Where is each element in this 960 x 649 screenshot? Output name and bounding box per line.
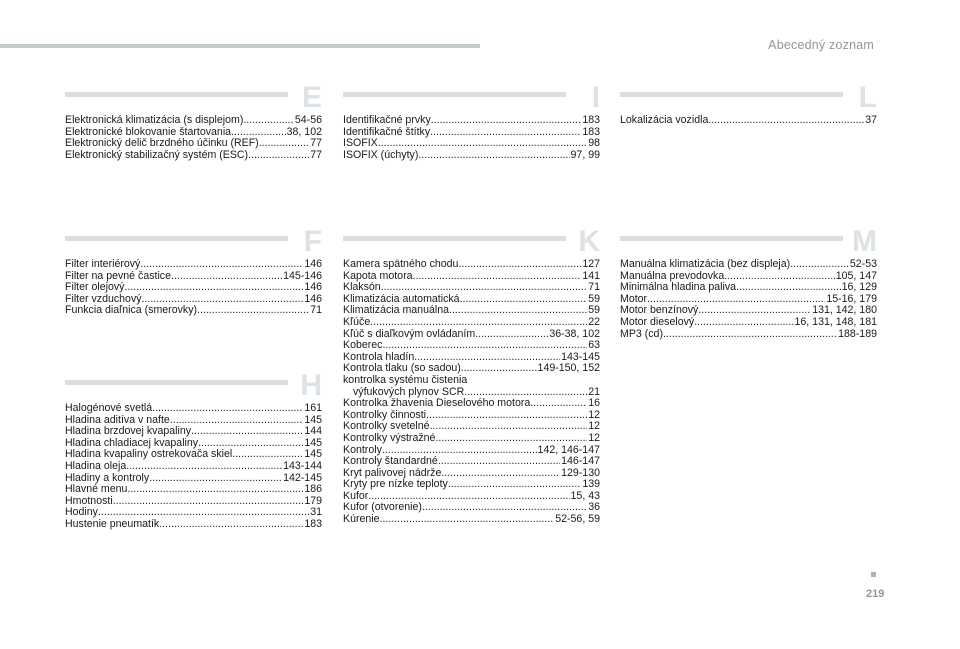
entry-label: Kontrolky výstražné bbox=[343, 431, 436, 444]
index-entry bbox=[343, 433, 600, 445]
entry-pages: 146 bbox=[304, 258, 322, 270]
entry-pages: 36-38, 102 bbox=[549, 327, 600, 340]
index-list bbox=[343, 115, 600, 161]
entry-label: ISOFIX bbox=[343, 137, 378, 150]
entry-pages: 183 bbox=[304, 517, 322, 530]
entry-label: Hmotnosti bbox=[65, 494, 113, 507]
dot-leader bbox=[197, 305, 309, 317]
entry-pages: 52-53 bbox=[849, 258, 877, 270]
dot-leader bbox=[475, 329, 548, 341]
dot-leader bbox=[126, 461, 282, 473]
index-entry bbox=[620, 115, 877, 127]
entry-pages: 183 bbox=[582, 125, 600, 138]
page-header-title: Abecedný zoznam bbox=[768, 38, 874, 52]
section-letter: E bbox=[301, 81, 322, 114]
entry-label: ISOFIX (úchyty) bbox=[343, 148, 419, 161]
section-divider bbox=[343, 236, 566, 241]
entry-label: Hladiny a kontroly bbox=[65, 471, 150, 484]
entry-pages: 127 bbox=[582, 258, 600, 270]
entry-label: Kľúče bbox=[343, 315, 371, 328]
section-header bbox=[65, 81, 322, 115]
index-entry bbox=[65, 259, 322, 271]
index-entry bbox=[343, 115, 600, 127]
entry-label: Elektronická klimatizácia (s displejom) bbox=[65, 114, 244, 126]
entry-pages: 77 bbox=[310, 148, 322, 161]
section-letter: I bbox=[591, 81, 600, 114]
page-number: 219 bbox=[866, 588, 885, 600]
entry-label: Hladina oleja bbox=[65, 459, 127, 472]
entry-pages: 59 bbox=[588, 292, 600, 305]
entry-label: Manuálna prevodovka bbox=[620, 269, 725, 282]
index-entry bbox=[343, 259, 600, 271]
dot-leader bbox=[248, 150, 309, 162]
section-letter: M bbox=[852, 225, 877, 258]
entry-pages: 12 bbox=[588, 431, 600, 444]
entry-pages: 139 bbox=[582, 478, 600, 491]
entry-label: Manuálna klimatizácia (bez displeja) bbox=[620, 258, 791, 270]
dot-leader bbox=[259, 138, 309, 150]
section-letter: L bbox=[858, 81, 877, 114]
section-header bbox=[343, 81, 600, 115]
entry-pages: 36 bbox=[588, 501, 600, 514]
entry-pages: 21 bbox=[588, 385, 600, 398]
entry-pages: 142, 146-147 bbox=[537, 443, 600, 456]
entry-label: Identifikačné prvky bbox=[343, 114, 431, 126]
index-list bbox=[620, 115, 877, 127]
entry-pages: 77 bbox=[310, 137, 322, 150]
entry-label: Kontrola tlaku (so sadou) bbox=[343, 362, 461, 375]
entry-label: Identifikačné štítky bbox=[343, 125, 431, 138]
entry-label: Kufor bbox=[343, 489, 369, 502]
dot-leader bbox=[530, 398, 587, 410]
entry-label: výfukových plynov SCR bbox=[353, 385, 465, 398]
dot-leader bbox=[694, 317, 793, 329]
index-entry bbox=[65, 150, 322, 162]
entry-pages: 52-56, 59 bbox=[555, 513, 600, 526]
entry-pages: 16, 129 bbox=[841, 281, 877, 294]
entry-pages: 16 bbox=[588, 397, 600, 410]
dot-leader bbox=[435, 433, 587, 445]
entry-pages: 54-56 bbox=[294, 114, 322, 126]
index-entry bbox=[343, 479, 600, 491]
dot-leader bbox=[430, 421, 588, 433]
entry-label: Kamera spätného chodu bbox=[343, 258, 459, 270]
entry-label: kontrolka systému čistenia bbox=[343, 373, 468, 386]
index-entry bbox=[620, 317, 877, 329]
dot-leader bbox=[441, 468, 560, 480]
section-letter: K bbox=[578, 225, 600, 258]
entry-pages: 141 bbox=[582, 269, 600, 282]
section-k bbox=[343, 225, 600, 526]
dot-leader bbox=[461, 363, 537, 375]
entry-pages: 131, 142, 180 bbox=[812, 304, 877, 317]
section-divider bbox=[343, 92, 566, 97]
section-divider bbox=[620, 236, 843, 241]
dot-leader bbox=[380, 514, 555, 526]
entry-label: Hodiny bbox=[65, 506, 98, 519]
entry-label: Motor benzínový bbox=[620, 304, 699, 317]
index-list bbox=[65, 403, 322, 531]
section-letter: H bbox=[300, 369, 322, 402]
entry-label: Kontrolka žhavenia Dieselového motora bbox=[343, 397, 531, 410]
entry-pages: 59 bbox=[588, 304, 600, 317]
index-entry bbox=[343, 456, 600, 468]
entry-label: Hladina chladiacej kvapaliny bbox=[65, 436, 199, 449]
entry-label: Kúrenie bbox=[343, 513, 380, 526]
index-entry bbox=[620, 329, 877, 341]
section-divider bbox=[65, 236, 288, 241]
entry-pages: 12 bbox=[588, 408, 600, 421]
section-header bbox=[65, 369, 322, 403]
index-entry bbox=[65, 115, 322, 127]
entry-label: Hladina aditíva v nafte bbox=[65, 413, 170, 426]
entry-pages: 149-150, 152 bbox=[537, 362, 600, 375]
dot-leader bbox=[448, 479, 582, 491]
index-entry bbox=[65, 305, 322, 317]
entry-pages: 145 bbox=[304, 413, 322, 426]
dot-leader bbox=[724, 271, 835, 283]
index-entry bbox=[343, 398, 600, 410]
dot-leader bbox=[438, 456, 560, 468]
entry-pages: 98 bbox=[588, 137, 600, 150]
dot-leader bbox=[243, 115, 294, 127]
entry-label: Koberec bbox=[343, 339, 383, 352]
section-header bbox=[620, 225, 877, 259]
entry-pages: 31 bbox=[310, 506, 322, 519]
dot-leader bbox=[127, 484, 303, 496]
entry-pages: 12 bbox=[588, 420, 600, 433]
entry-label: Hlavné menu bbox=[65, 483, 128, 496]
entry-pages: 22 bbox=[588, 315, 600, 328]
dot-leader bbox=[370, 317, 587, 329]
entry-pages: 146-147 bbox=[561, 455, 600, 468]
dot-leader bbox=[430, 127, 581, 139]
dot-leader bbox=[171, 271, 282, 283]
entry-label: Klaksón bbox=[343, 281, 381, 294]
entry-pages: 179 bbox=[304, 494, 322, 507]
entry-label: Kapota motora bbox=[343, 269, 413, 282]
entry-pages: 188-189 bbox=[838, 327, 877, 340]
dot-leader bbox=[458, 259, 581, 271]
index-entry bbox=[343, 317, 600, 329]
dot-leader bbox=[736, 282, 841, 294]
index-entry bbox=[343, 305, 600, 317]
entry-label: Kontrolky činnosti bbox=[343, 408, 427, 421]
entry-pages: 183 bbox=[582, 114, 600, 126]
entry-pages: 105, 147 bbox=[835, 269, 877, 282]
dot-leader bbox=[159, 519, 303, 531]
entry-label: Hustenie pneumatík bbox=[65, 517, 160, 530]
dot-leader bbox=[113, 496, 304, 508]
dot-leader bbox=[418, 150, 569, 162]
entry-label: Kontroly bbox=[343, 443, 382, 456]
entry-label: Kľúč s diaľkovým ovládaním bbox=[343, 327, 476, 340]
dot-leader bbox=[149, 473, 282, 485]
entry-label: Filter vzduchový bbox=[65, 292, 142, 305]
dot-leader bbox=[790, 259, 849, 271]
section-h bbox=[65, 369, 322, 531]
entry-pages: 71 bbox=[588, 281, 600, 294]
dot-leader bbox=[152, 403, 303, 415]
dot-leader bbox=[663, 329, 837, 341]
entry-pages: 63 bbox=[588, 339, 600, 352]
dot-leader bbox=[413, 271, 582, 283]
entry-label: MP3 (cd) bbox=[620, 327, 663, 340]
index-list bbox=[65, 259, 322, 317]
entry-pages: 145 bbox=[304, 448, 322, 461]
section-l bbox=[620, 81, 877, 127]
dot-leader bbox=[708, 115, 864, 127]
dot-leader bbox=[191, 426, 303, 438]
entry-pages: 16, 131, 148, 181 bbox=[794, 315, 877, 328]
section-m bbox=[620, 225, 877, 340]
section-divider bbox=[65, 380, 288, 385]
entry-label: Hladina brzdovej kvapaliny bbox=[65, 425, 192, 438]
entry-label: Kontrolky svetelné bbox=[343, 420, 430, 433]
dot-leader bbox=[382, 340, 587, 352]
entry-label: Hladina kvapaliny ostrekovača skiel bbox=[65, 448, 233, 461]
entry-label: Kryty pre nízke teploty bbox=[343, 478, 448, 491]
entry-label: Motor dieselový bbox=[620, 315, 695, 328]
entry-label: Kontrola hladín bbox=[343, 350, 415, 363]
index-entry bbox=[65, 461, 322, 473]
entry-label: Halogénové svetlá bbox=[65, 402, 153, 414]
entry-pages: 143-145 bbox=[561, 350, 600, 363]
dot-leader bbox=[140, 259, 303, 271]
section-header bbox=[620, 81, 877, 115]
index-entry bbox=[343, 150, 600, 162]
section-letter: F bbox=[303, 225, 322, 258]
section-header bbox=[65, 225, 322, 259]
entry-label: Motor bbox=[620, 292, 648, 305]
entry-pages: 129-130 bbox=[561, 466, 600, 479]
index-entry bbox=[343, 375, 600, 387]
index-entry bbox=[343, 514, 600, 526]
section-f bbox=[65, 225, 322, 317]
section-divider bbox=[620, 92, 843, 97]
entry-pages: 145 bbox=[304, 436, 322, 449]
entry-label: Klimatizácia manuálna bbox=[343, 304, 449, 317]
entry-pages: 38, 102 bbox=[286, 125, 322, 138]
entry-pages: 15, 43 bbox=[570, 489, 600, 502]
index-entry bbox=[343, 271, 600, 283]
entry-label: Kryt palivovej nádrže bbox=[343, 466, 442, 479]
entry-label: Lokalizácia vozidla bbox=[620, 114, 709, 126]
entry-label: Elektronický delič brzdného účinku (REF) bbox=[65, 137, 259, 150]
index-list bbox=[65, 115, 322, 161]
index-entry bbox=[65, 519, 322, 531]
dot-leader bbox=[124, 282, 303, 294]
index-list bbox=[620, 259, 877, 340]
dot-leader bbox=[460, 294, 588, 306]
entry-label: Elektronický stabilizačný systém (ESC) bbox=[65, 148, 249, 161]
entry-pages: 37 bbox=[865, 114, 877, 126]
entry-pages: 161 bbox=[304, 402, 322, 414]
entry-label: Funkcia diaľnica (smerovky) bbox=[65, 304, 198, 317]
entry-pages: 146 bbox=[304, 281, 322, 294]
entry-label: Filter interiérový bbox=[65, 258, 141, 270]
dot-leader bbox=[449, 305, 587, 317]
section-e bbox=[65, 81, 322, 161]
dot-leader bbox=[426, 410, 587, 422]
index-list bbox=[343, 259, 600, 526]
entry-pages: 146 bbox=[304, 292, 322, 305]
entry-label: Kufor (otvorenie) bbox=[343, 501, 422, 514]
entry-pages: 142-145 bbox=[283, 471, 322, 484]
entry-label: Filter olejový bbox=[65, 281, 125, 294]
entry-label: Filter na pevné častice bbox=[65, 269, 171, 282]
entry-pages: 144 bbox=[304, 425, 322, 438]
dot-leader bbox=[431, 115, 582, 127]
index-entry bbox=[620, 259, 877, 271]
entry-label: Minimálna hladina paliva bbox=[620, 281, 737, 294]
entry-label: Klimatizácia automatická bbox=[343, 292, 460, 305]
index-entry bbox=[343, 127, 600, 139]
entry-label: Elektronické blokovanie štartovania bbox=[65, 125, 232, 138]
section-i bbox=[343, 81, 600, 161]
entry-pages: 145-146 bbox=[283, 269, 322, 282]
entry-pages: 186 bbox=[304, 483, 322, 496]
index-entry bbox=[65, 403, 322, 415]
entry-pages: 143-144 bbox=[283, 459, 322, 472]
index-entry bbox=[343, 340, 600, 352]
section-divider bbox=[65, 92, 288, 97]
entry-pages: 71 bbox=[310, 304, 322, 317]
index-entry bbox=[65, 496, 322, 508]
index-entry bbox=[65, 484, 322, 496]
entry-pages: 15-16, 179 bbox=[826, 292, 877, 305]
header-bar bbox=[0, 44, 480, 48]
entry-pages: 97, 99 bbox=[570, 148, 600, 161]
entry-label: Kontroly štandardné bbox=[343, 455, 438, 468]
page-bullet bbox=[871, 572, 876, 577]
section-header bbox=[343, 225, 600, 259]
